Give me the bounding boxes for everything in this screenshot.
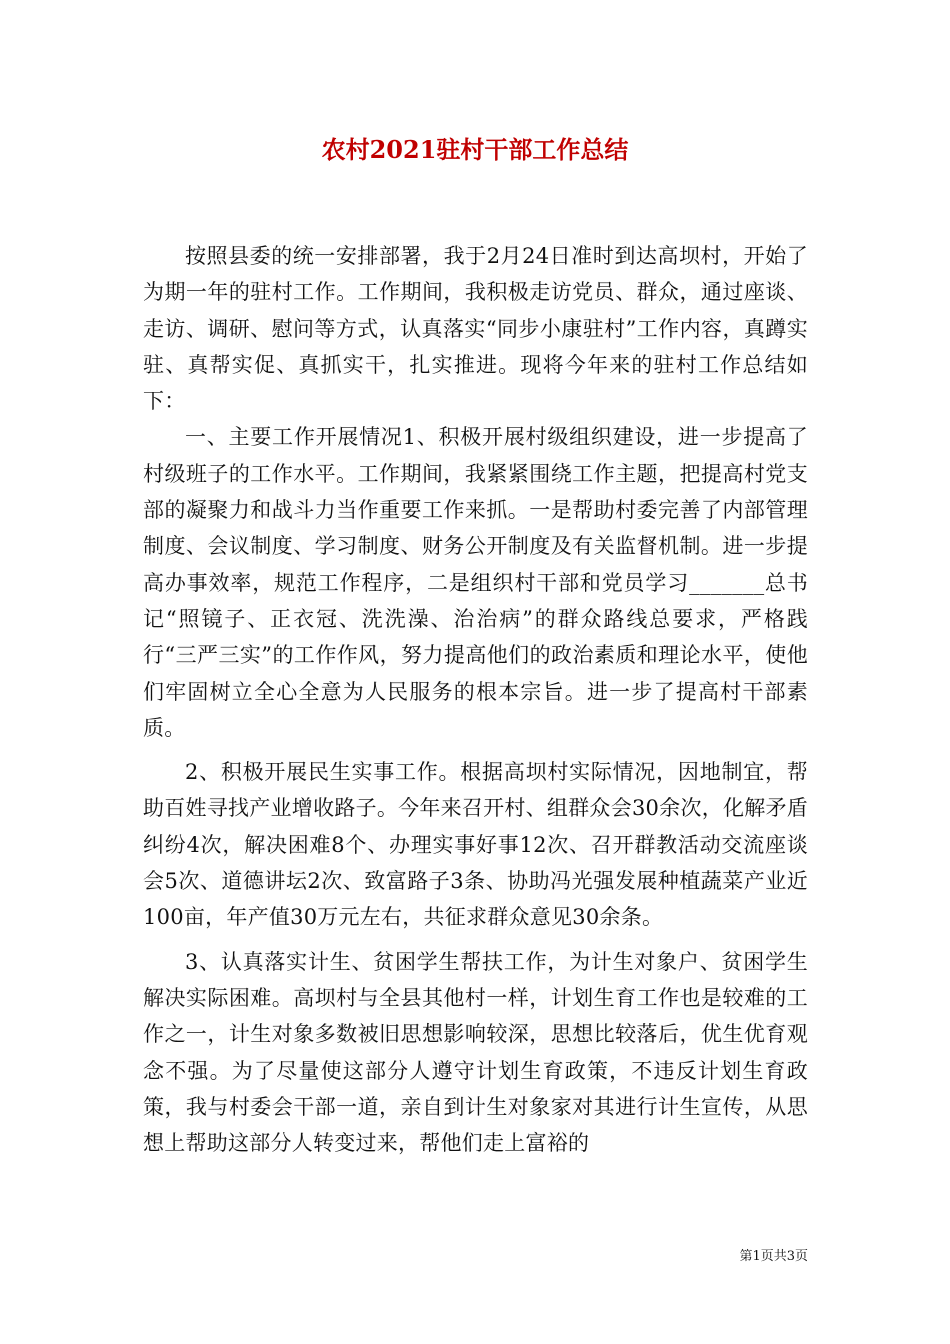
page-number: 第1页共3页 (739, 1249, 808, 1264)
paragraph-section-3: 3、认真落实计生、贫困学生帮扶工作，为计生对象户、贫困学生解决实际困难。高坝村与全县其他村一样，计划生育工作也是较难的工作之一，计生对象多数被旧思想影响较深，思想比较落后，优生优育观念不强。为了尽量使这部分人遵守计划生育政策，不违反计划生育政策，我与村委会干部一道，亲自到计生对象家对其进行计生宣传，从思想上帮助这部分人转变过来，帮他们走上富裕的 (143, 949, 808, 1156)
document-body (143, 238, 808, 1161)
document-title: 农村2021驻村干部工作总结 (321, 135, 629, 164)
paragraph-section-1: 一、主要工作开展情况1、积极开展村级组织建设，进一步提高了村级班子的工作水平。工作期间，我紧紧围绕工作主题，把提高村党支部的凝聚力和战斗力当作重要工作来抓。一是帮助村委完善了内部管理制度、会议制度、学习制度、财务公开制度及有关监督机制。进一步提高办事效率，规范工作程序，二是组织村干部和党员学习_______总书记“照镜子、正衣冠、洗洗澡、治治病”的群众路线总要求，严格践行“三严三实”的工作作风，努力提高他们的政治素质和理论水平，使他们牢固树立全心全意为人民服务的根本宗旨。进一步了提高村干部素质。 (143, 425, 808, 740)
paragraph-section-2: 2、积极开展民生实事工作。根据高坝村实际情况，因地制宜，帮助百姓寻找产业增收路子。今年来召开村、组群众会30余次，化解矛盾纠纷4次，解决困难8个、办理实事好事12次、召开群教活动交流座谈会5次、道德讲坛2次、致富路子3条、协助冯光强发展种植蔬菜产业近100亩，年产值30万元左右，共征求群众意见30余条。 (143, 760, 808, 930)
paragraph-intro: 按照县委的统一安排部署，我于2月24日准时到达高坝村，开始了为期一年的驻村工作。工作期间，我积极走访党员、群众，通过座谈、走访、调研、慰问等方式，认真落实“同步小康驻村”工作内容，真蹲实驻、真帮实促、真抓实干，扎实推进。现将今年来的驻村工作总结如下： (143, 244, 808, 414)
